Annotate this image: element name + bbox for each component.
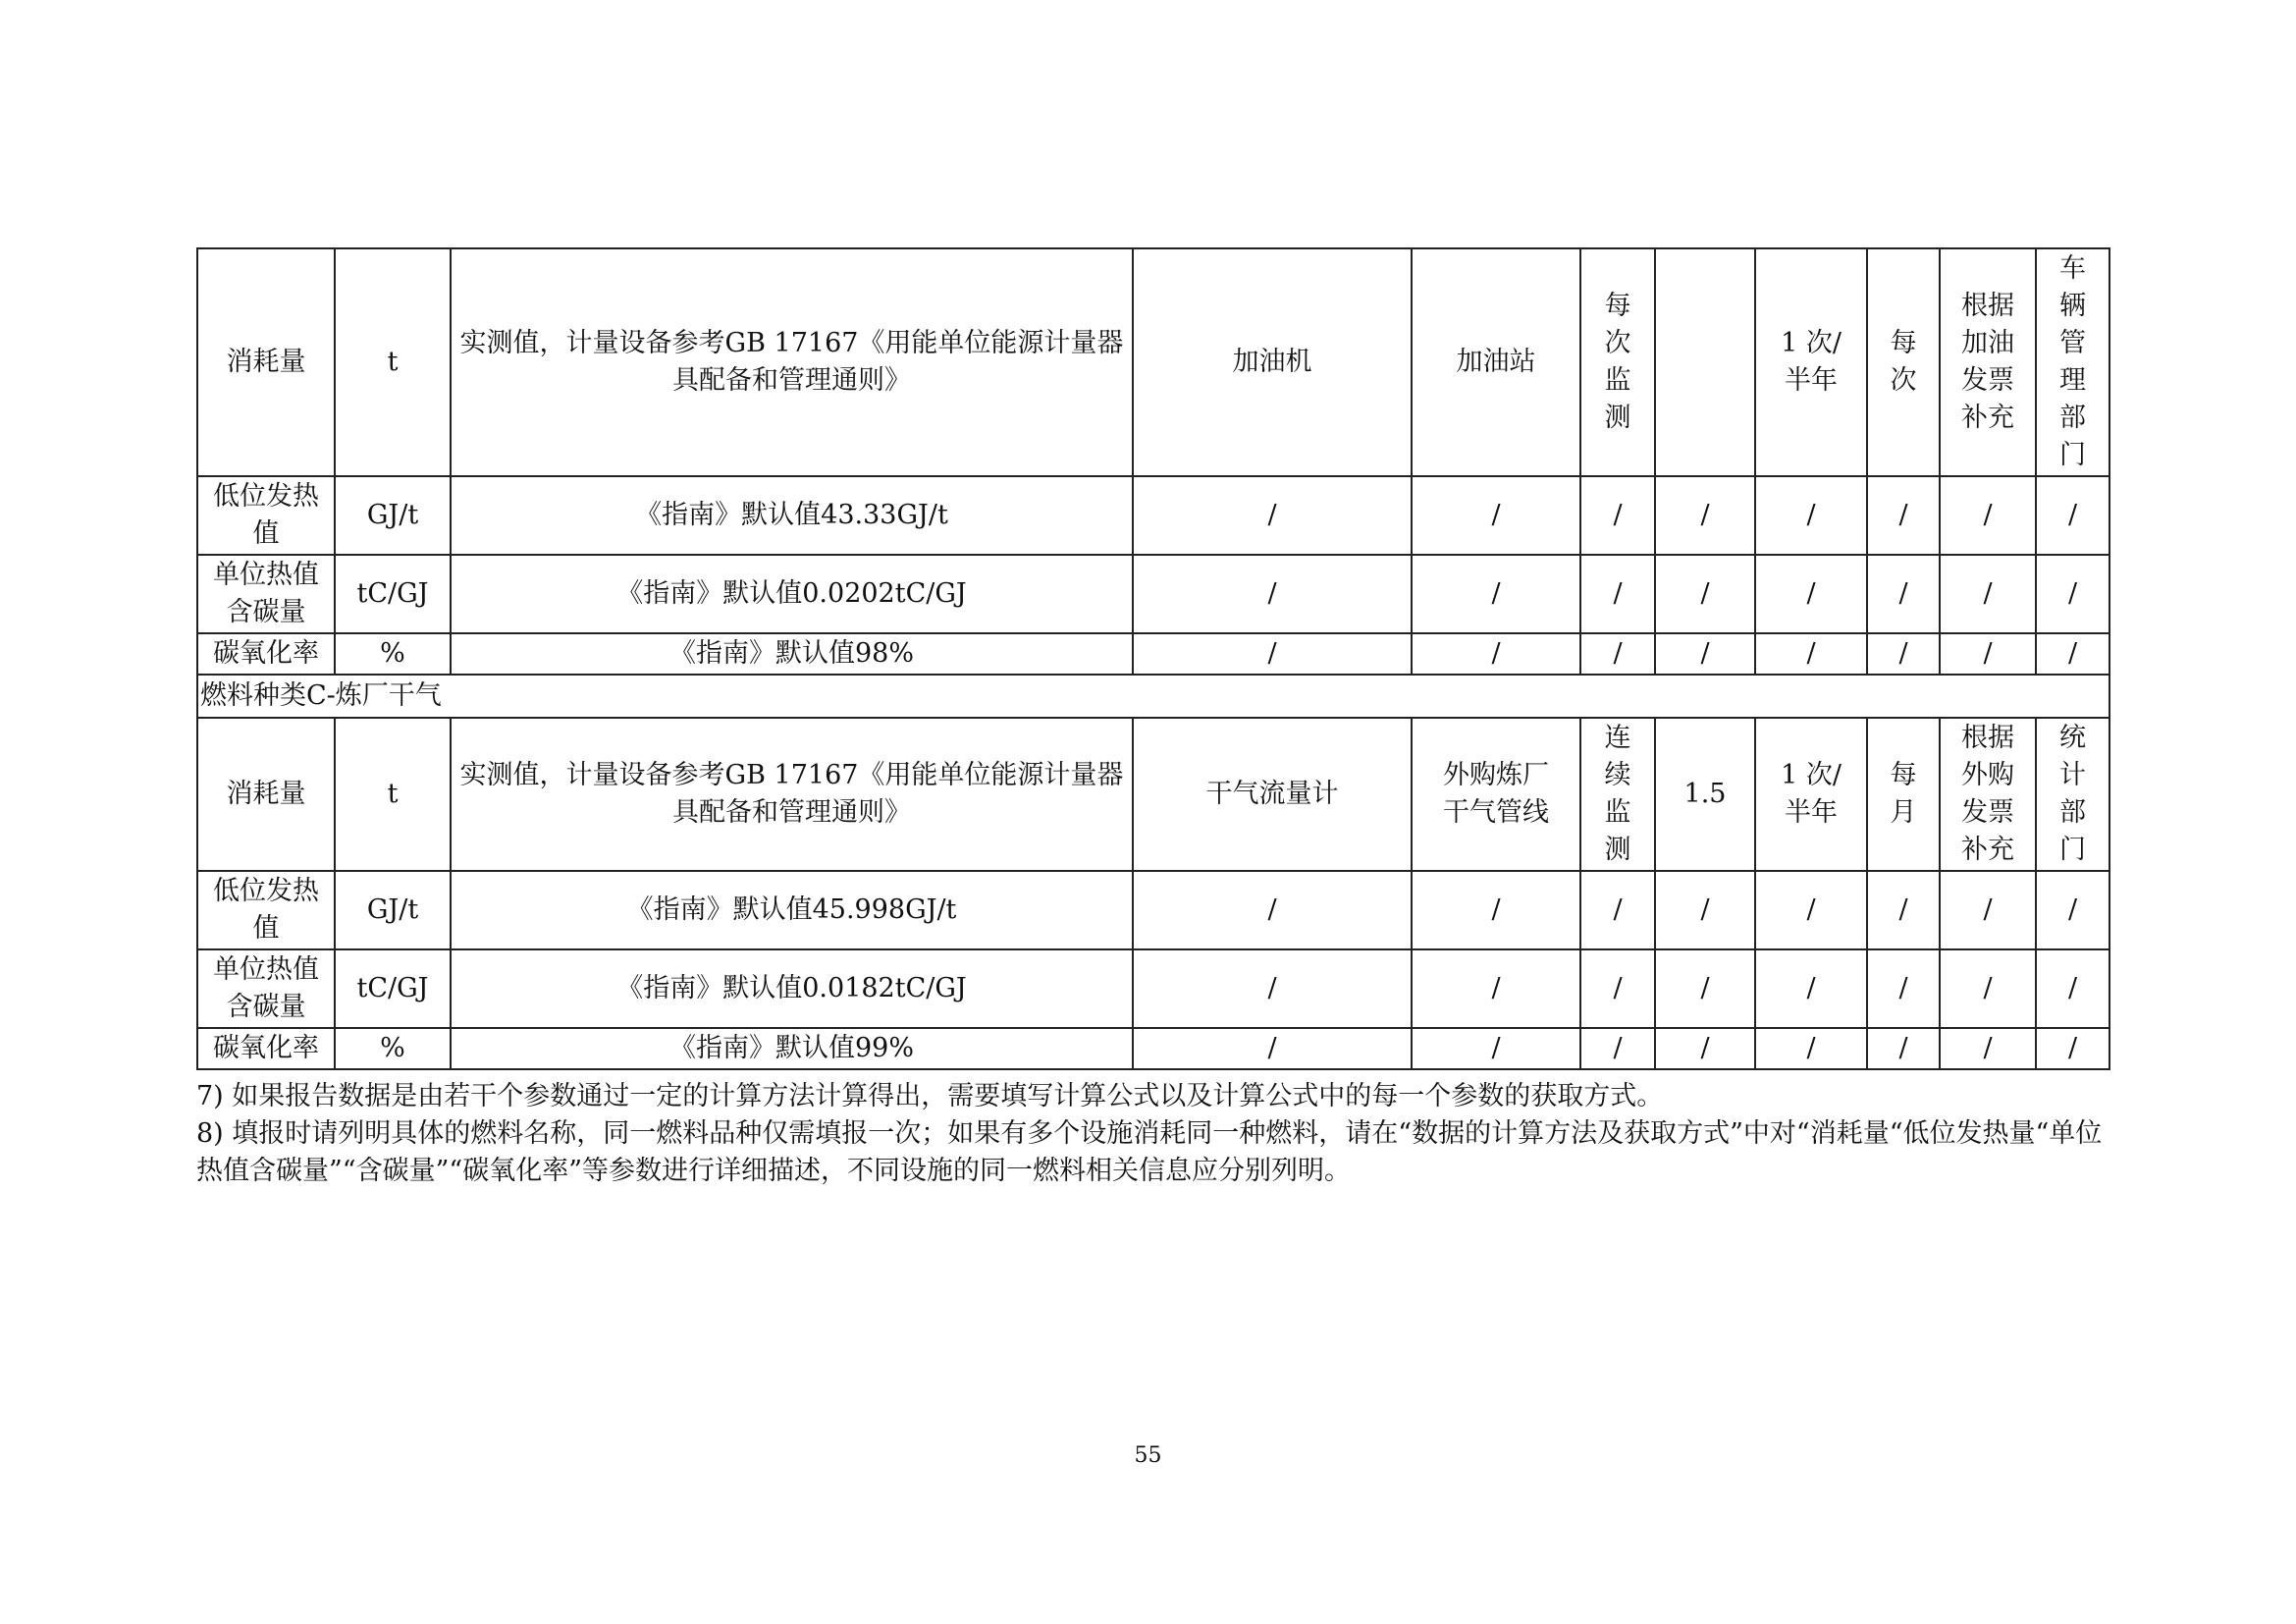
cell-record-frequency: /	[1867, 1028, 1940, 1069]
cell-unit: %	[335, 633, 451, 675]
cell-method: 《指南》默认值0.0182tC/GJ	[451, 949, 1133, 1028]
cell-backup-method: 根据 加油 发票 补充	[1940, 248, 2036, 476]
cell-record-frequency: /	[1867, 476, 1940, 555]
cell-frequency: /	[1580, 1028, 1655, 1069]
cell-method: 《指南》默认值99%	[451, 1028, 1133, 1069]
cell-calibration: /	[1755, 476, 1867, 555]
cell-parameter: 消耗量	[197, 248, 335, 476]
cell-record-frequency: /	[1867, 633, 1940, 675]
cell-accuracy: 1.5	[1655, 718, 1755, 871]
cell-frequency: /	[1580, 555, 1655, 633]
cell-parameter: 低位发热 值	[197, 476, 335, 555]
cell-unit: t	[335, 718, 451, 871]
cell-record-frequency: 每 次	[1867, 248, 1940, 476]
cell-calibration: /	[1755, 555, 1867, 633]
fuel-data-table	[196, 247, 2110, 1070]
cell-frequency: /	[1580, 949, 1655, 1028]
cell-location: 外购炼厂 干气管线	[1412, 718, 1580, 871]
cell-unit: GJ/t	[335, 871, 451, 949]
cell-equipment: 干气流量计	[1133, 718, 1412, 871]
cell-location: /	[1412, 949, 1580, 1028]
cell-calibration: 1 次/ 半年	[1755, 718, 1867, 871]
cell-frequency: /	[1580, 633, 1655, 675]
cell-backup-method: /	[1940, 555, 2036, 633]
cell-department: /	[2036, 633, 2109, 675]
cell-backup-method: /	[1940, 871, 2036, 949]
cell-equipment: /	[1133, 871, 1412, 949]
page-number: 55	[1134, 1443, 1162, 1468]
cell-calibration: /	[1755, 871, 1867, 949]
cell-record-frequency: /	[1867, 949, 1940, 1028]
cell-record-frequency: /	[1867, 871, 1940, 949]
cell-unit: tC/GJ	[335, 555, 451, 633]
cell-calibration: /	[1755, 1028, 1867, 1069]
cell-accuracy	[1655, 248, 1755, 476]
cell-equipment: /	[1133, 633, 1412, 675]
cell-department: /	[2036, 555, 2109, 633]
cell-unit: %	[335, 1028, 451, 1069]
cell-department: /	[2036, 476, 2109, 555]
table-row	[197, 718, 2109, 871]
cell-backup-method: /	[1940, 1028, 2036, 1069]
cell-accuracy: /	[1655, 633, 1755, 675]
cell-record-frequency: 每 月	[1867, 718, 1940, 871]
cell-frequency: /	[1580, 871, 1655, 949]
section-title-fuel-c: 燃料种类C-炼厂干气	[197, 675, 2109, 718]
cell-method: 《指南》默认值0.0202tC/GJ	[451, 555, 1133, 633]
cell-method: 《指南》默认值45.998GJ/t	[451, 871, 1133, 949]
table-row	[197, 949, 2109, 1028]
footnote-8: 8) 填报时请列明具体的燃料名称，同一燃料品种仅需填报一次；如果有多个设施消耗同一种燃料，请在“数据的计算方法及获取方式”中对“消耗量“低位发热量“单位 热值含碳量”“含碳量”“碳氧化率”等参数进行详细描述，不同设施的同一燃料相关信息应分别列明。	[196, 1118, 2103, 1186]
cell-accuracy: /	[1655, 476, 1755, 555]
cell-calibration: /	[1755, 949, 1867, 1028]
cell-equipment: /	[1133, 555, 1412, 633]
cell-unit: tC/GJ	[335, 949, 451, 1028]
table-row	[197, 248, 2109, 476]
cell-parameter: 消耗量	[197, 718, 335, 871]
cell-backup-method: /	[1940, 949, 2036, 1028]
cell-parameter: 单位热值 含碳量	[197, 949, 335, 1028]
table-row	[197, 871, 2109, 949]
cell-equipment: /	[1133, 476, 1412, 555]
cell-accuracy: /	[1655, 871, 1755, 949]
cell-location: /	[1412, 1028, 1580, 1069]
table-row	[197, 1028, 2109, 1069]
cell-backup-method: /	[1940, 476, 2036, 555]
cell-department: 统 计 部 门	[2036, 718, 2109, 871]
cell-method: 实测值，计量设备参考GB 17167《用能单位能源计量器具配备和管理通则》	[451, 718, 1133, 871]
cell-method: 《指南》默认值98%	[451, 633, 1133, 675]
cell-accuracy: /	[1655, 1028, 1755, 1069]
cell-record-frequency: /	[1867, 555, 1940, 633]
cell-location: /	[1412, 633, 1580, 675]
cell-calibration: 1 次/ 半年	[1755, 248, 1867, 476]
cell-frequency: 每 次 监 测	[1580, 248, 1655, 476]
table-row	[197, 476, 2109, 555]
cell-department: /	[2036, 1028, 2109, 1069]
footnotes	[196, 1078, 2112, 1190]
cell-parameter: 碳氧化率	[197, 633, 335, 675]
cell-unit: GJ/t	[335, 476, 451, 555]
cell-accuracy: /	[1655, 555, 1755, 633]
cell-calibration: /	[1755, 633, 1867, 675]
table-row	[197, 555, 2109, 633]
cell-equipment: /	[1133, 949, 1412, 1028]
table-row	[197, 633, 2109, 675]
cell-method: 《指南》默认值43.33GJ/t	[451, 476, 1133, 555]
cell-frequency: 连 续 监 测	[1580, 718, 1655, 871]
cell-parameter: 碳氧化率	[197, 1028, 335, 1069]
cell-accuracy: /	[1655, 949, 1755, 1028]
cell-frequency: /	[1580, 476, 1655, 555]
cell-department: /	[2036, 871, 2109, 949]
cell-location: 加油站	[1412, 248, 1580, 476]
cell-department: /	[2036, 949, 2109, 1028]
cell-location: /	[1412, 871, 1580, 949]
cell-parameter: 单位热值 含碳量	[197, 555, 335, 633]
cell-backup-method: 根据 外购 发票 补充	[1940, 718, 2036, 871]
cell-parameter: 低位发热 值	[197, 871, 335, 949]
footnote-7: 7) 如果报告数据是由若干个参数通过一定的计算方法计算得出，需要填写计算公式以及计算公式中的每一个参数的获取方式。	[196, 1081, 1664, 1111]
cell-backup-method: /	[1940, 633, 2036, 675]
cell-equipment: 加油机	[1133, 248, 1412, 476]
cell-method: 实测值，计量设备参考GB 17167《用能单位能源计量器具配备和管理通则》	[451, 248, 1133, 476]
cell-department: 车 辆 管 理 部 门	[2036, 248, 2109, 476]
cell-location: /	[1412, 555, 1580, 633]
cell-equipment: /	[1133, 1028, 1412, 1069]
cell-unit: t	[335, 248, 451, 476]
cell-location: /	[1412, 476, 1580, 555]
